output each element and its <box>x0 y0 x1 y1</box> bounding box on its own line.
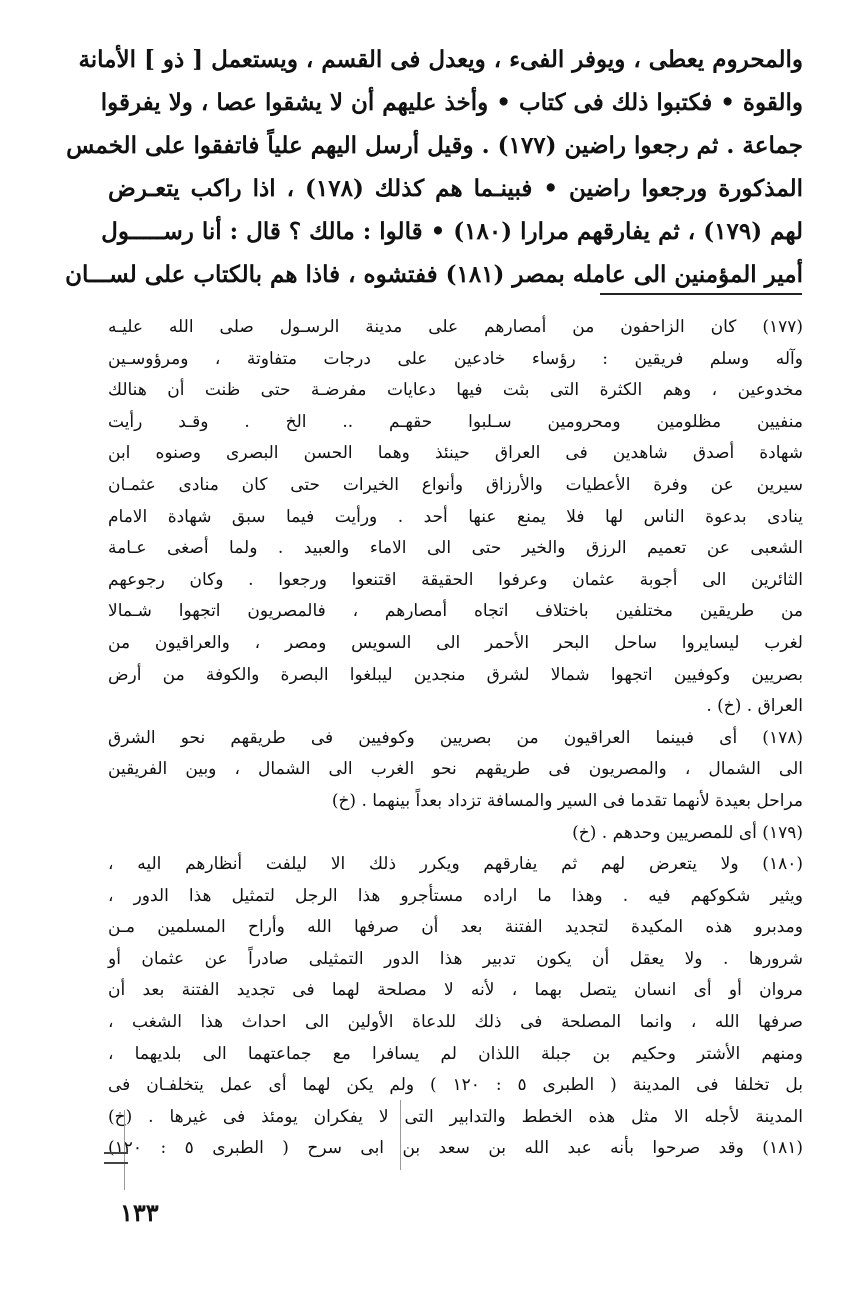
scan-artifact-line <box>400 1100 401 1170</box>
footnote-177-line: ينادى بدعوة الناس لها فلا يمنع عنها أحد . ورأيت فيما سبق شهادة الامام <box>108 506 803 527</box>
footnote-181-line: (١٨١) وقد صرحوا بأنه عبد الله بن سعد بن ابى سرح ( الطبرى ٥ : ١٢٠) <box>108 1138 803 1159</box>
footnote-180-line: (١٨٠) ولا يتعرض لهم ثم يفارقهم ويكرر ذلك الا ليلفت أنظارهم اليه ، <box>108 854 803 875</box>
footnotes-block <box>108 312 803 1165</box>
footnote-177-line: مخدوعين ، وهم الكثرة التى بثت فيها دعايات مفرضـة حتى ظنت أن هنالك <box>108 380 803 401</box>
footnote-180-line: ومدبرو هذه المكيدة لتجديد الفتنة بعد أن صرفها الله وأراح المسلمين مـن <box>108 917 803 938</box>
footnote-180-line: بل تخلفا فى المدينة ( الطبرى ٥ : ١٢٠ ) ولم يكن لهما أى عمل يتخلفـان فى <box>108 1075 803 1096</box>
footnote-177-line: الشعبى عن تعميم الرزق والخير حتى الى الاماء والعبيد . ولما أصغى عـامة <box>108 538 803 559</box>
footnote-180-line: صرفها الله ، وانما المصلحة فى ذلك للدعاة الأولين الى احداث هذا الشغب ، <box>108 1012 803 1033</box>
footnote-179-line: (١٧٩) أى للمصريين وحدهم . (خ) <box>572 822 803 843</box>
footnote-178-line: (١٧٨) أى فبينما العراقيون من بصريين وكوفيين فى طريقهم نحو الشرق <box>108 727 803 748</box>
scan-artifact-line <box>124 1110 125 1190</box>
page-number: ١٣٣ <box>120 1198 159 1227</box>
main-text-line: أمير المؤمنين الى عامله بمصر (١٨١) ففتشوه ، فاذا هم بالكتاب على لســـان <box>65 261 803 288</box>
main-text-line: المذكورة ورجعوا راضين • فبينـما هم كذلك (١٧٨) ، اذا راكب يتعـرض <box>108 175 804 202</box>
footnote-177-line: لغرب ليسايروا ساحل البحر الأحمر الى السويس ومصر ، والعراقيون من <box>108 632 803 653</box>
footnote-178-line: مراحل بعيدة لأنهما تقدما فى السير والمسافة تزداد بعداً بينهما . (خ) <box>331 790 803 811</box>
main-text-line: والقوة • فكتبوا ذلك فى كتاب • وأخذ عليهم أن لا يشقوا عصا ، ولا يفرقوا <box>100 89 803 116</box>
footnote-separator <box>600 293 802 295</box>
footnote-177-line: شهادة أصدق شاهدين فى العراق حينئذ وهما الحسن البصرى وصنوه ابن <box>108 443 803 464</box>
main-text-block <box>65 38 804 296</box>
footnote-177-line: (١٧٧) كان الزاحفون من أمصارهم على مدينة الرسـول صلى الله عليـه <box>108 317 803 337</box>
main-text-line: والمحروم يعطى ، ويوفر الفىء ، ويعدل فى القسم ، ويستعمل [ ذو ] الأمانة <box>78 46 803 73</box>
footnote-177-line: الثائرين الى أجوبة عثمان وعرفوا الحقيقة اقتنعوا ورجعوا . وكان رجوعهم <box>108 569 803 590</box>
footnote-180-line: ومنهم الأشتر وحكيم بن جبلة اللذان لم يسافرا مع جماعتهما الى بلديهما ، <box>108 1043 803 1064</box>
footnote-177-line: من طريقين مختلفين باختلاف اتجاه أمصارهم ، فالمصريون اتجهوا شـمالا <box>108 601 803 622</box>
footnote-177-line: العراق . (خ) . <box>706 696 803 717</box>
bottom-rule-mark <box>104 1152 128 1164</box>
footnote-180-line: المدينة لأجله الا مثل هذه الخطط والتدابير التى لا يفكران يومئذ فى غيرها . (خ) <box>108 1106 803 1127</box>
footnote-178-line: الى الشمال ، والمصريون فى طريقهم نحو الغرب الى الشمال ، وبين الفريقين <box>108 759 803 780</box>
footnote-180-line: مروان أو أى انسان يتصل بهما ، لأنه لا مصلحة لهما فى تجديد الفتنة بعد أن <box>108 980 803 1001</box>
footnote-180-line: شرورها . ولا يعقل أن يكون تدبير هذا الدور التمثيلى صادراً عن عثمان أو <box>108 948 803 969</box>
footnote-177-line: وآله وسلم فريقين : رؤساء خادعين على درجات متفاوتة ، ومرؤوسـين <box>108 348 803 369</box>
footnote-177-line: بصريين وكوفيين اتجهوا شمالا لشرق منجدين ليبلغوا البصرة والكوفة من أرض <box>108 664 803 685</box>
footnote-177-line: منفيين مظلومين ومحرومين سـلبوا حقهـم .. الخ . وقـد رأيت <box>108 411 803 432</box>
footnote-177-line: سيرين عن وفرة الأعطيات والأرزاق وأنواع الخيرات حتى كان منادى عثمـان <box>108 474 803 495</box>
main-text-line: لهم (١٧٩) ، ثم يفارقهم مرارا (١٨٠) • قالوا : مالك ؟ قال : أنا رســـــول <box>101 218 803 245</box>
main-text-line: جماعة . ثم رجعوا راضين (١٧٧) . وقيل أرسل اليهم علياً فاتفقوا على الخمس <box>66 132 803 159</box>
footnote-180-line: ويثير شكوكهم فيه . وهذا ما اراده مستأجرو هذا الرجل لتمثيل هذا الدور ، <box>108 885 803 906</box>
